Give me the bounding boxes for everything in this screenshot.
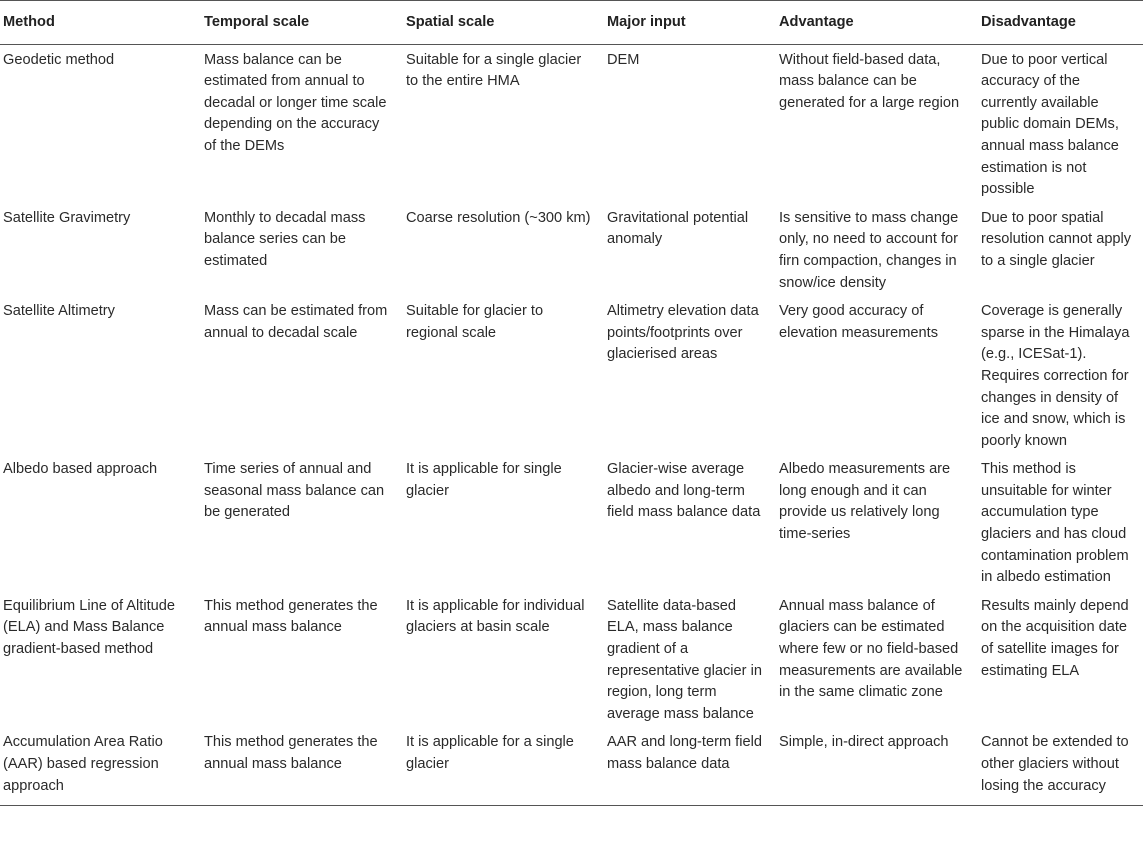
cell-temporal-scale: This method generates the annual mass balance (201, 729, 403, 805)
cell-spatial-scale: It is applicable for single glacier (406, 461, 562, 499)
header-advantage: Advantage (776, 1, 978, 45)
table-body (0, 44, 1143, 806)
cell-temporal-scale: Mass balance can be estimated from annual to decadal or longer time scale depending on the accuracy of the DEMs (204, 51, 387, 154)
table-header (0, 1, 1143, 45)
table-row (0, 205, 1143, 298)
cell-advantage: Albedo measurements are long enough and it can provide us relatively long time-series (779, 461, 951, 543)
cell-major-input: Glacier-wise average albedo and long-term field mass balance data (607, 461, 761, 521)
cell-spatial-scale: Suitable for glacier to regional scale (406, 303, 544, 341)
cell-advantage: Simple, in-direct approach (776, 729, 978, 805)
cell-advantage: Without field-based data, mass balance can be generated for a large region (779, 51, 960, 111)
cell-spatial-scale: Suitable for a single glacier to the entire HMA (406, 51, 582, 90)
cell-disadvantage: This method is unsuitable for winter accumulation type glaciers and has cloud contamination problem in albedo estimation (981, 461, 1129, 586)
cell-method: Satellite Altimetry (3, 303, 115, 320)
cell-spatial-scale: It is applicable for a single glacier (403, 729, 604, 805)
table-row (0, 593, 1143, 730)
header-major-input: Major input (604, 1, 776, 45)
cell-major-input: Satellite data-based ELA, mass balance gradient of a representative glacier in region, long term average mass balance (607, 597, 762, 722)
cell-major-input: Gravitational potential anomaly (607, 209, 749, 248)
cell-major-input: DEM (607, 51, 640, 68)
cell-disadvantage: Cannot be extended to other glaciers without losing the accuracy (978, 729, 1143, 805)
cell-temporal-scale: Mass can be estimated from annual to decadal scale (204, 303, 388, 341)
header-spatial-scale: Spatial scale (403, 1, 604, 45)
cell-disadvantage: Results mainly depend on the acquisition date of satellite images for estimating ELA (981, 597, 1129, 679)
cell-temporal-scale: Time series of annual and seasonal mass balance can be generated (204, 461, 385, 521)
cell-disadvantage: Due to poor vertical accuracy of the currently available public domain DEMs, annual mass balance estimation is not possible (981, 51, 1119, 198)
header-temporal-scale: Temporal scale (201, 1, 403, 45)
cell-method: Satellite Gravimetry (3, 209, 131, 226)
cell-advantage: Is sensitive to mass change only, no need to account for firn compaction, changes in snow/ice density (779, 209, 959, 291)
table-row (0, 44, 1143, 205)
cell-spatial-scale: Coarse resolution (~300 km) (406, 209, 591, 226)
table-row (0, 456, 1143, 593)
cell-disadvantage: Due to poor spatial resolution cannot apply to a single glacier (981, 209, 1132, 269)
cell-advantage: Very good accuracy of elevation measurements (779, 303, 938, 341)
cell-method: Albedo based approach (3, 461, 158, 478)
table-row (0, 298, 1143, 456)
cell-method: Equilibrium Line of Altitude (ELA) and Mass Balance gradient-based method (3, 597, 175, 658)
cell-advantage: Annual mass balance of glaciers can be estimated where few or no field-based measurements are available in the same climatic zone (779, 597, 963, 701)
cell-disadvantage: Coverage is generally sparse in the Himalaya (e.g., ICESat-1). Requires correction for changes in density of ice and snow, which is poorly known (981, 303, 1130, 449)
cell-method: Geodetic method (3, 51, 115, 68)
header-method: Method (0, 1, 201, 45)
table-row (0, 729, 1143, 805)
cell-spatial-scale: It is applicable for individual glaciers at basin scale (406, 597, 585, 636)
header-disadvantage: Disadvantage (978, 1, 1143, 45)
cell-temporal-scale: Monthly to decadal mass balance series can be estimated (204, 209, 366, 269)
cell-method: Accumulation Area Ratio (AAR) based regression approach (0, 729, 201, 805)
header-row (0, 1, 1143, 45)
cell-major-input: AAR and long-term field mass balance data (604, 729, 776, 805)
cell-major-input: Altimetry elevation data points/footprints over glacierised areas (607, 303, 759, 363)
cell-temporal-scale: This method generates the annual mass balance (204, 597, 378, 636)
